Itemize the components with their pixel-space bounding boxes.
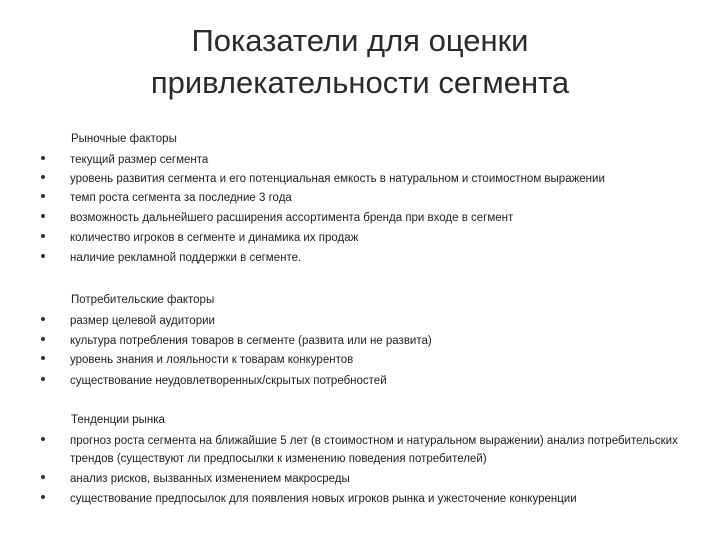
section-heading: Рыночные факторы xyxy=(71,133,177,145)
bullet-icon xyxy=(41,194,45,198)
bullet-icon xyxy=(41,175,45,179)
bullet-icon xyxy=(41,337,45,341)
bullet-icon xyxy=(41,156,45,160)
bullet-icon xyxy=(41,317,45,321)
list-item-text: уровень знания и лояльности к товарам конкурентов xyxy=(70,354,354,366)
bullet-icon xyxy=(41,356,45,360)
bullet-icon xyxy=(41,437,45,441)
bullet-icon xyxy=(41,214,45,218)
bullet-icon xyxy=(41,234,45,238)
slide-title xyxy=(0,20,720,104)
bullet-icon xyxy=(41,475,45,479)
section-heading: Потребительские факторы xyxy=(71,294,215,306)
list-item-text: культура потребления товаров в сегменте (развита или не развита) xyxy=(70,335,432,347)
list-item-text: возможность дальнейшего расширения ассортимента бренда при входе в сегмент xyxy=(70,212,514,224)
title-line-1: Показатели для оценки xyxy=(191,23,529,58)
bullet-icon xyxy=(41,377,45,381)
list-item-text: размер целевой аудитории xyxy=(70,315,215,327)
bullet-icon xyxy=(41,495,45,499)
list-item-text: прогноз роста сегмента на ближайшие 5 лет (в стоимостном и натуральном выражении) анализ потребительских трендов (существуют ли предпосылки к изменению поведения потребителей) xyxy=(70,435,678,465)
list-item-text: количество игроков в сегменте и динамика их продаж xyxy=(70,232,359,244)
list-item-text: темп роста сегмента за последние 3 года xyxy=(70,192,292,204)
list-item-text: наличие рекламной поддержки в сегменте. xyxy=(70,252,302,264)
section-heading: Тенденции рынка xyxy=(71,414,165,426)
list-item-text: существование предпосылок для появления новых игроков рынка и ужесточение конкуренции xyxy=(70,493,577,505)
list-item-text: текущий размер сегмента xyxy=(70,154,209,166)
list-item-text: существование неудовлетворенных/скрытых потребностей xyxy=(70,375,387,387)
list-item-text: анализ рисков, вызванных изменением макросреды xyxy=(70,473,350,485)
bullet-icon xyxy=(41,254,45,258)
title-line-2: привлекательности сегмента xyxy=(150,65,570,100)
list-item-text: уровень развития сегмента и его потенциальная емкость в натуральном и стоимостном выражении xyxy=(70,173,605,185)
